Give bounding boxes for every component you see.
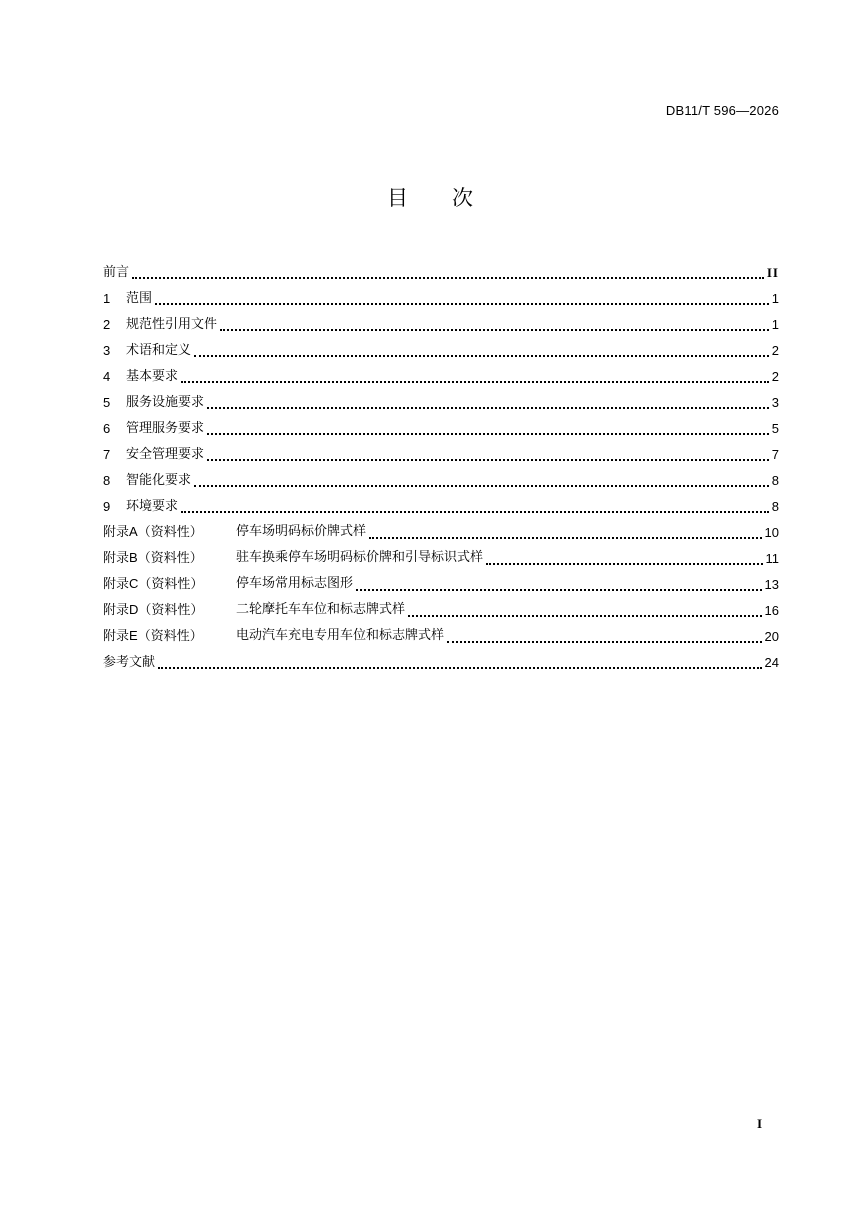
title-char-2: 次 [452, 186, 473, 210]
toc-entry-number: 3 [103, 343, 111, 358]
page-title [0, 182, 860, 212]
toc-entry-1[interactable] [103, 283, 779, 309]
toc-entry-label: 规范性引用文件 [126, 317, 218, 332]
dot-leader [207, 393, 769, 409]
toc-entry-label: 前言 [103, 265, 130, 280]
toc-entry-page: II [766, 265, 779, 280]
dot-leader [207, 445, 769, 461]
toc-entry-label: 智能化要求 [126, 473, 192, 488]
toc-entry-page: 16 [764, 603, 779, 618]
appendix-kind: （资料性） [138, 603, 204, 618]
dot-leader [369, 523, 762, 539]
toc-entry-number: 4 [103, 369, 111, 384]
toc-entry-page: 1 [771, 291, 779, 306]
dot-leader [132, 263, 764, 279]
appendix-letter: E [129, 628, 138, 643]
toc-entry-5[interactable] [103, 387, 779, 413]
toc-entry-page: 5 [771, 421, 779, 436]
dot-leader [181, 367, 769, 383]
toc-entry-page: 13 [764, 577, 779, 592]
appendix-prefix: 附录 [103, 603, 130, 618]
toc-entry-appendix-a[interactable] [103, 517, 779, 543]
toc-entry-7[interactable] [103, 439, 779, 465]
toc-entry-label: 参考文献 [103, 655, 156, 670]
appendix-prefix: 附录 [103, 629, 130, 644]
toc-entry-page: 7 [771, 447, 779, 462]
toc-entry-page: 10 [764, 525, 779, 540]
toc-entry-number: 9 [103, 499, 111, 514]
appendix-letter: D [129, 602, 139, 617]
table-of-contents [103, 257, 779, 673]
appendix-letter: C [129, 576, 139, 591]
dot-leader [486, 549, 762, 565]
toc-entry-4[interactable] [103, 361, 779, 387]
toc-entry-label: 安全管理要求 [126, 447, 205, 462]
toc-entry-2[interactable] [103, 309, 779, 335]
dot-leader [158, 653, 762, 669]
appendix-kind: （资料性） [137, 629, 203, 644]
toc-entry-page: 2 [771, 343, 779, 358]
toc-entry-number: 6 [103, 421, 111, 436]
toc-entry-label: 驻车换乘停车场明码标价牌和引导标识式样 [236, 550, 484, 565]
toc-entry-label: 范围 [126, 291, 153, 306]
toc-entry-label: 环境要求 [126, 499, 179, 514]
appendix-prefix: 附录 [103, 525, 130, 540]
toc-entry-page: 1 [771, 317, 779, 332]
toc-entry-label: 电动汽车充电专用车位和标志牌式样 [236, 628, 445, 643]
toc-entry-page: 2 [771, 369, 779, 384]
page-number: I [757, 1116, 763, 1131]
appendix-kind: （资料性） [137, 551, 203, 566]
toc-entry-appendix-e[interactable] [103, 621, 779, 647]
toc-entry-number: 2 [103, 317, 111, 332]
dot-leader [356, 575, 762, 591]
toc-entry-number: 8 [103, 473, 111, 488]
dot-leader [181, 497, 769, 513]
toc-entry-appendix-d[interactable] [103, 595, 779, 621]
appendix-letter: A [129, 524, 138, 539]
toc-entry-9[interactable] [103, 491, 779, 517]
toc-entry-foreword[interactable] [103, 257, 779, 283]
appendix-prefix: 附录 [103, 577, 130, 592]
toc-entry-page: 24 [764, 655, 779, 670]
toc-entry-6[interactable] [103, 413, 779, 439]
toc-entry-page: 8 [771, 473, 779, 488]
toc-entry-page: 3 [771, 395, 779, 410]
dot-leader [194, 471, 769, 487]
toc-entry-label: 管理服务要求 [126, 421, 205, 436]
toc-entry-number: 1 [103, 291, 111, 306]
appendix-letter: B [129, 550, 138, 565]
toc-entry-page: 20 [764, 629, 779, 644]
toc-entry-label: 停车场明码标价牌式样 [236, 524, 367, 539]
toc-entry-label: 二轮摩托车车位和标志牌式样 [236, 602, 406, 617]
dot-leader [155, 289, 769, 305]
toc-entry-number: 5 [103, 395, 111, 410]
toc-entry-label: 基本要求 [126, 369, 179, 384]
toc-entry-label: 停车场常用标志图形 [236, 576, 354, 591]
dot-leader [194, 341, 769, 357]
toc-entry-appendix-c[interactable] [103, 569, 779, 595]
appendix-kind: （资料性） [137, 525, 203, 540]
dot-leader [408, 601, 762, 617]
appendix-kind: （资料性） [138, 577, 204, 592]
toc-entry-references[interactable] [103, 647, 779, 673]
toc-entry-3[interactable] [103, 335, 779, 361]
appendix-prefix: 附录 [103, 551, 130, 566]
document-code: DB11/T 596—2026 [665, 103, 779, 118]
dot-leader [220, 315, 769, 331]
toc-entry-8[interactable] [103, 465, 779, 491]
dot-leader [447, 627, 762, 643]
toc-entry-page: 8 [771, 499, 779, 514]
toc-entry-label: 服务设施要求 [126, 395, 205, 410]
toc-entry-label: 术语和定义 [126, 343, 192, 358]
toc-entry-page: 11 [765, 551, 779, 566]
title-char-1: 目 [387, 186, 408, 210]
toc-entry-appendix-b[interactable] [103, 543, 779, 569]
toc-entry-number: 7 [103, 447, 111, 462]
dot-leader [207, 419, 769, 435]
